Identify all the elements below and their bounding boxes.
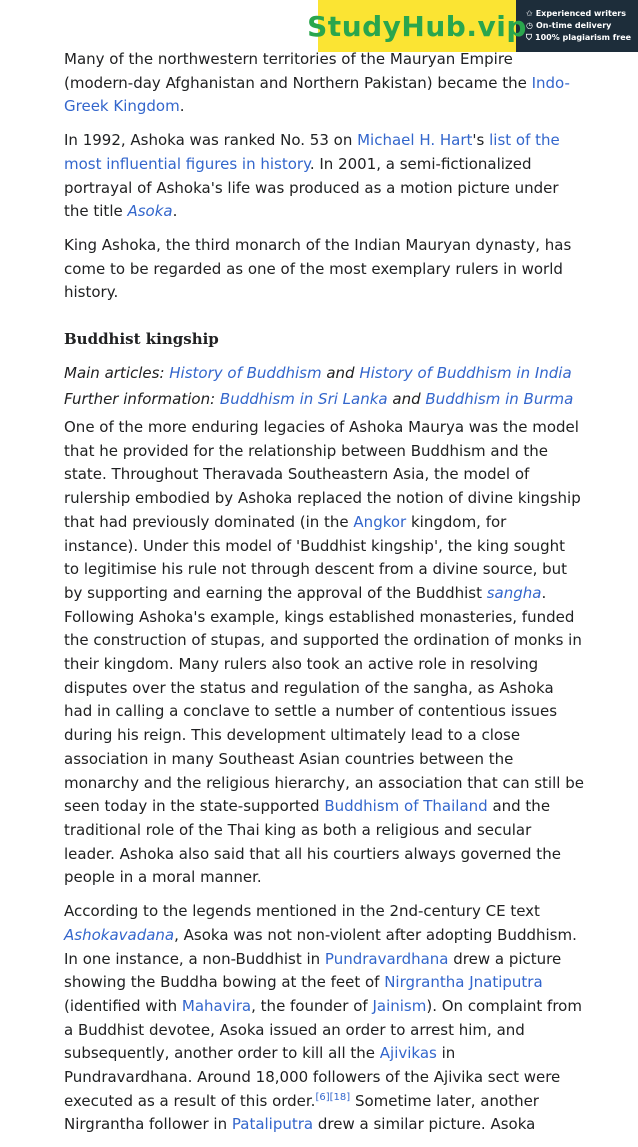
link-buddhism-of-thailand[interactable]: Buddhism of Thailand	[324, 797, 488, 816]
link-michael-hart[interactable]: Michael H. Hart	[357, 131, 473, 150]
link-sangha[interactable]: sangha	[486, 583, 542, 602]
link-history-of-buddhism-india[interactable]: History of Buddhism in India	[359, 364, 572, 383]
star-icon: ✩	[526, 9, 533, 18]
feature-experienced-writers	[526, 8, 638, 20]
link-angkor[interactable]: Angkor	[353, 512, 407, 531]
link-ashokavadana[interactable]: Ashokavadana	[64, 925, 175, 944]
paragraph-buddhist-kingship: One of the more enduring legacies of Ashoka Maurya was the model that he provided for the relationship between Buddhism and the state. Throughout Theravada Southeastern Asia, the model of rulership embodied by Ashoka replaced the notion of divine kingship that had previously dominated (in the Angkor kingdom, for instance). Under this model of 'Buddhist kingship', the king sought to legitimise his rule not through descent from a divine source, but by supporting and earning the approval of the Buddhist sangha. Following Ashoka's example, kings established monasteries, funded the construction of stupas, and supported the ordination of monks in their kingdom. Many rulers also took an active role in resolving disputes over the status and regulation of the sangha, as Ashoka had in calling a conclave to settle a number of contentious issues during his reign. This development ultimately lead to a close association in many Southeast Asian countries between the monarchy and the religious hierarchy, an association that can still be seen today in the state-supported Buddhism of Thailand and the traditional role of the Thai king as both a religious and secular leader. Ashoka also said that all his courtiers always governed the people in a moral manner.	[64, 418, 584, 887]
link-pundravardhana[interactable]: Pundravardhana	[324, 949, 449, 968]
link-asoka-film[interactable]: Asoka	[127, 202, 173, 221]
link-mahavira[interactable]: Mahavira	[181, 996, 252, 1015]
feature-label: On-time delivery	[535, 21, 612, 30]
paragraph-indo-greek: Many of the northwestern territories of the Mauryan Empire (modern-day Afghanistan and Northern Pakistan) became the Indo-Greek Kingdom.	[64, 50, 570, 116]
link-nirgrantha-jnatiputra[interactable]: Nirgrantha Jnatiputra	[384, 973, 543, 992]
paragraph-ashokavadana: According to the legends mentioned in the 2nd-century CE text Ashokavadana, Asoka was not non-violent after adopting Buddhism. In one instance, a non-Buddhist in Pundravardhana drew a picture showing the Buddha bowing at the feet of Nirgrantha Jnatiputra (identified with Mahavira, the founder of Jainism). On complaint from a Buddhist devotee, Asoka issued an order to arrest him, and subsequently, another order to kill all the Ajivikas in Pundravardhana. Around 18,000 followers of the Ajivika sect were executed as a result of this order.[6][18] Sometime later, another Nirgrantha follower in Pataliputra drew a similar picture. Asoka	[64, 902, 582, 1134]
clock-icon: ◷	[526, 21, 533, 30]
feature-label: Experienced writers	[535, 9, 627, 18]
link-buddhism-burma[interactable]: Buddhism in Burma	[425, 390, 574, 409]
hatnote-further-information: Further information: Buddhism in Sri Lanka and Buddhism in Burma	[64, 390, 574, 409]
shield-check-icon: ⛉	[526, 33, 532, 42]
article-body	[64, 48, 584, 1147]
paragraph-exemplary-ruler: King Ashoka, the third monarch of the Indian Mauryan dynasty, has come to be regarded as one of the most exemplary rulers in world history.	[64, 235, 572, 302]
hatnote-main-articles: Main articles: History of Buddhism and History of Buddhism in India	[64, 364, 572, 383]
citation-6[interactable]: [6]	[315, 1091, 330, 1103]
link-ajivikas[interactable]: Ajivikas	[379, 1044, 437, 1063]
link-influential-figures[interactable]: list of the most influential figures in history	[64, 131, 560, 173]
banner-features	[516, 0, 638, 52]
studyhub-logo[interactable]: StudyHub.vip	[318, 0, 516, 52]
link-history-of-buddhism[interactable]: History of Buddhism	[169, 364, 322, 383]
studyhub-banner[interactable]	[307, 0, 638, 52]
feature-plagiarism-free	[526, 32, 638, 44]
citation-18[interactable]: [18]	[329, 1091, 351, 1103]
feature-label: 100% plagiarism free	[535, 33, 632, 42]
link-indo-greek-kingdom[interactable]: Indo-Greek Kingdom	[64, 73, 570, 116]
paragraph-ranking: In 1992, Ashoka was ranked No. 53 on Michael H. Hart's list of the most influential figures in history. In 2001, a semi-fictionalized portrayal of Ashoka's life was produced as a motion picture under the title Asoka.	[64, 131, 560, 221]
link-pataliputra[interactable]: Pataliputra	[231, 1115, 314, 1134]
feature-on-time-delivery	[526, 20, 638, 32]
section-heading-buddhist-kingship: Buddhist kingship	[64, 330, 219, 349]
link-jainism[interactable]: Jainism	[372, 996, 427, 1015]
link-buddhism-sri-lanka[interactable]: Buddhism in Sri Lanka	[219, 390, 388, 409]
